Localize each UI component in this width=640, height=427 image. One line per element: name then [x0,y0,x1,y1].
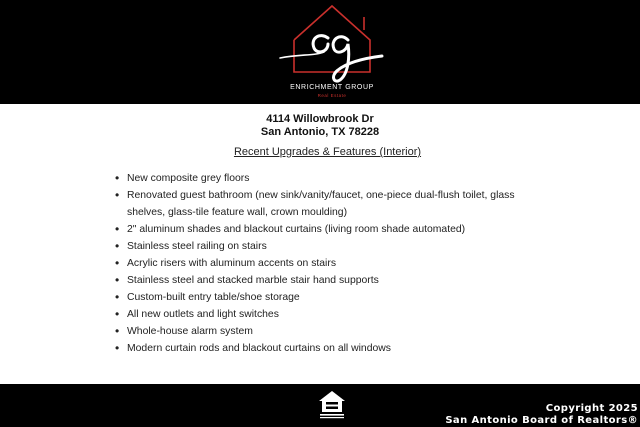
list-item: • 2" aluminum shades and blackout curtains (living room shade automated) [109,221,539,238]
list-item: • Whole-house alarm system [109,323,539,340]
property-address [0,113,640,139]
brand-name: ENRICHMENT GROUP [290,84,374,91]
list-item: • Custom-built entry table/shoe storage [109,289,539,306]
list-item: • New composite grey floors [109,170,539,187]
brand-logo [270,2,394,102]
brand-tagline: Real Estate [317,93,347,98]
features-list [109,170,539,357]
list-item: • Renovated guest bathroom (new sink/vanity/faucet, one-piece dual-flush toilet, glass shelves, glass-tile feature wall, crown moulding) [109,187,539,221]
list-item: • Stainless steel and stacked marble stair hand supports [109,272,539,289]
house-logo-icon [270,2,394,88]
list-item: • Stainless steel railing on stairs [109,238,539,255]
copyright-line-2: San Antonio Board of Realtors® [445,415,638,426]
header-banner [0,0,640,104]
address-line-1: 4114 Willowbrook Dr [266,113,374,125]
address-line-2: San Antonio, TX 78228 [260,126,380,138]
list-item: • All new outlets and light switches [109,306,539,323]
section-title: Recent Upgrades & Features (Interior) [233,146,422,158]
list-item: • Acrylic risers with aluminum accents on stairs [109,255,539,272]
copyright-line-1: Copyright 2025 [545,403,638,414]
equal-housing-opportunity-icon [318,390,346,420]
list-item: • Modern curtain rods and blackout curtains on all windows [109,340,539,357]
copyright-notice [445,403,638,427]
